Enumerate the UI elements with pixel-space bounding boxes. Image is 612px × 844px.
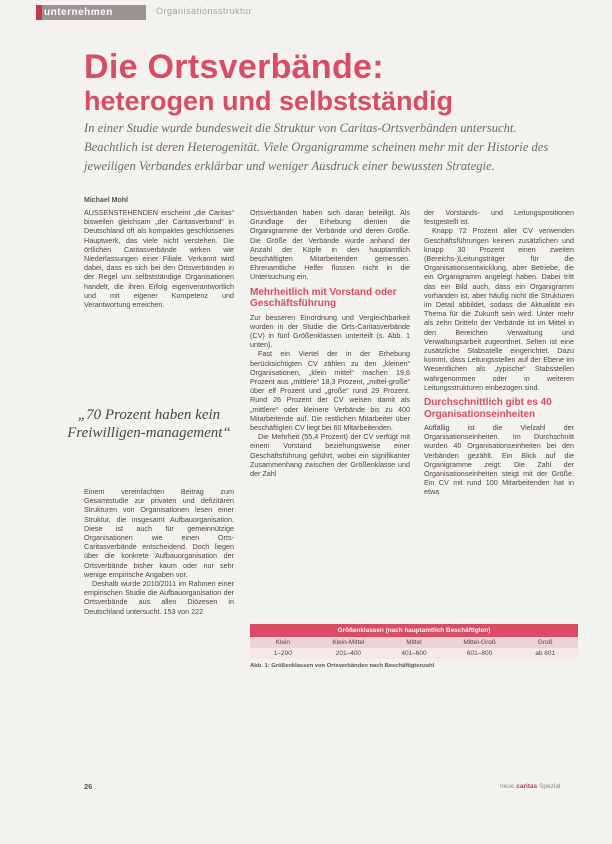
- table-cell: Klein: [275, 639, 291, 646]
- table-cell: Klein-Mittel: [332, 639, 365, 646]
- table-cell: 1–200: [273, 650, 292, 657]
- table-row: [250, 648, 578, 659]
- paragraph: Zur besseren Einordnung und Vergleichbarkeit wurden in der Studie die Orts-Caritasverbände (CV) in fünf Größenklassen unterteilt (s. Abb. 1 unten).: [250, 312, 410, 350]
- table-header: Größenklassen (nach hauptamtlich Beschäftigten): [250, 624, 578, 637]
- lead-paragraph: In einer Studie wurde bundesweit die Struktur von Caritas-Ortsverbänden untersucht. Beachtlich ist deren Heterogenität. Viele Organigramme scheinen mehr mit der Historie des jeweiligen Verbandes erklärbar und weniger Ausdruck einer bewussten Strategie.: [84, 121, 549, 173]
- subheading: Durchschnittlich gibt es 40 Organisationseinheiten: [424, 397, 552, 420]
- table-cell: Mittel-Groß: [463, 639, 496, 646]
- paragraph: Ortsverbänden haben sich daran beteiligt. Als Grundlage der Erhebung dienten die Organigramme der Verbände und deren Größe. Die Größe der Verbände wurde anhand der Anzahl der Köpfe in den hauptamtlich beschäftigten Mitarbeitenden gemessen. Ehrenamtliche Helfer flossen nicht in die Untersuchung ein.: [250, 208, 410, 282]
- footer-publication: [500, 783, 560, 790]
- article-title: Die Ortsverbände:: [84, 48, 384, 86]
- size-class-table: [250, 624, 578, 659]
- table-cell: 601–800: [466, 650, 493, 657]
- table-caption: Abb. 1: Größenklassen von Ortsverbänden nach Beschäftigtenzahl: [250, 663, 435, 669]
- paragraph: AUSSENSTEHENDEN erscheint „die Caritas“ bisweilen gleichsam „der Caritasverband“ in Deutschland oft als kompaktes geschlossenes Hauptwerk, das viele nicht verstehen. Die örtlichen Caritasverbände wirken wie Niederlassungen einer Filiale. Verkannt wird dabei, dass es sich bei den Ortsverbänden in der Regel um selbstständige Organisationen handelt, die ihren Erfolg eigenverantwortlich und mit eigener Kompetenz und Verantwortung erreichen.: [84, 208, 234, 310]
- paragraph: Auffällig ist die Vielzahl der Organisationseinheiten. Im Durchschnitt wurden 40 Organisationseinheiten bei den Verbänden gezählt. Ein Blick auf die Organigramme zeigt: Die Zahl der Organisationseinheiten steigt mit der Größe. Ein CV mit rund 100 Mitarbeitenden hat in etwa: [424, 423, 574, 497]
- article-subtitle: heterogen und selbstständig: [84, 86, 454, 116]
- paragraph: Fast ein Viertel der in der Erhebung berücksichtigten CV zählen zu den „kleinen“ Organisationen, „klein mittel“ machen 19,6 Prozent aus „mittlere“ 18,3 Prozent, „mittel-große“ über elf Prozent und „große“ rund 29 Prozent. Rund 26 Prozent der CV weisen damit als „mittlere“ oder kleinere Verbände bis zu 400 Mitarbeitende auf. Die restlichen Mitarbeiter über beschäftigten CV liegt bei 60 Mitarbeitenden.: [250, 349, 410, 433]
- page-number: 26: [84, 782, 93, 791]
- table-cell: ab 801: [535, 650, 556, 657]
- table-row: [250, 637, 578, 648]
- paragraph: Knapp 72 Prozent aller CV verwenden Geschäftsführungen keinen zusätzlichen und knapp 30 Prozent einen zweiten (Bereichs-)Leitungsträger für die Organisationsentwicklung, aber Betriebe, die ein Organigramm angelegt haben. Dabei tritt das ein Bild auch, dass ein Organigramm vorhanden ist, aber häufig nicht die Strukturen im Detail abbildet, sodass die Aktualität ein Thema für die Zukunft sein wird. Unter mehr als zehn Dritteln der Verbände ist im Mittel in den Bereichen Verwaltung und Verwaltungsarbeit zugeordnet. Selten ist eine zusätzliche Stabsstelle eingerichtet. Dazu kommt, dass Leitungsstellen auf der Ebene im Wesentlichen als „typische“ Stabsstellen wahrgenommen oder in weiteren Leitungsstrukturen einbezogen sind.: [424, 226, 574, 392]
- column-2: [250, 208, 410, 478]
- author-name: Michael Mohl: [84, 197, 128, 204]
- table-cell: Mittel: [406, 639, 422, 646]
- table-cell: 201–400: [335, 650, 362, 657]
- paragraph: Einem vereinfachten Beitrag zum Gesamtstudie zur privaten und defizitären Strukturen von Organisationen lesen einer Struktur, die insgesamt Aufbauorganisation. Diese ist auch für gemeinnützige Organisationen wie einen Orts-Caritasverbände entscheidend. Doch liegen über die konkrete Aufbauorganisation der Ortsverbände bisher kaum oder nur sehr wenige empirische Angaben vor.: [84, 487, 234, 579]
- table-cell: 401–600: [401, 650, 427, 657]
- section-tab: [36, 5, 146, 20]
- subsection-label: Organisationsstruktur: [156, 6, 253, 16]
- paragraph: der Vorstands- und Leitungspositionen festgestellt ist.: [424, 208, 574, 227]
- subheading: Mehrheitlich mit Vorstand oder Geschäftsführung: [250, 286, 397, 310]
- column-1-bottom: [84, 487, 234, 616]
- section-label: unternehmen: [44, 7, 113, 18]
- column-1-top: [84, 208, 234, 309]
- paragraph: Deshalb wurde 2010/2011 im Rahmen einer empirischen Studie die Aufbauorganisation der Ortsverbände aus allen Diözesen in Deutschland untersucht. 153 von 222: [84, 579, 234, 616]
- paragraph: Die Mehrheit (55,4 Prozent) der CV verfügt mit einem Vorstand beziehungsweise einer Geschäftsführung geführt, wobei ein signifikanter Zusammenhang zwischen der Größenklasse und der Zahl: [250, 432, 410, 479]
- footer-prefix: neue: [500, 783, 515, 790]
- pull-quote: „70 Prozent haben kein Freiwilligen-management“: [67, 407, 231, 441]
- column-3: [424, 208, 574, 497]
- table-cell: Groß: [537, 639, 553, 646]
- footer-issue: Spezial: [539, 783, 561, 790]
- footer-brand: caritas: [516, 783, 538, 790]
- header-bar: [0, 0, 612, 24]
- section-tab-accent: [36, 5, 42, 20]
